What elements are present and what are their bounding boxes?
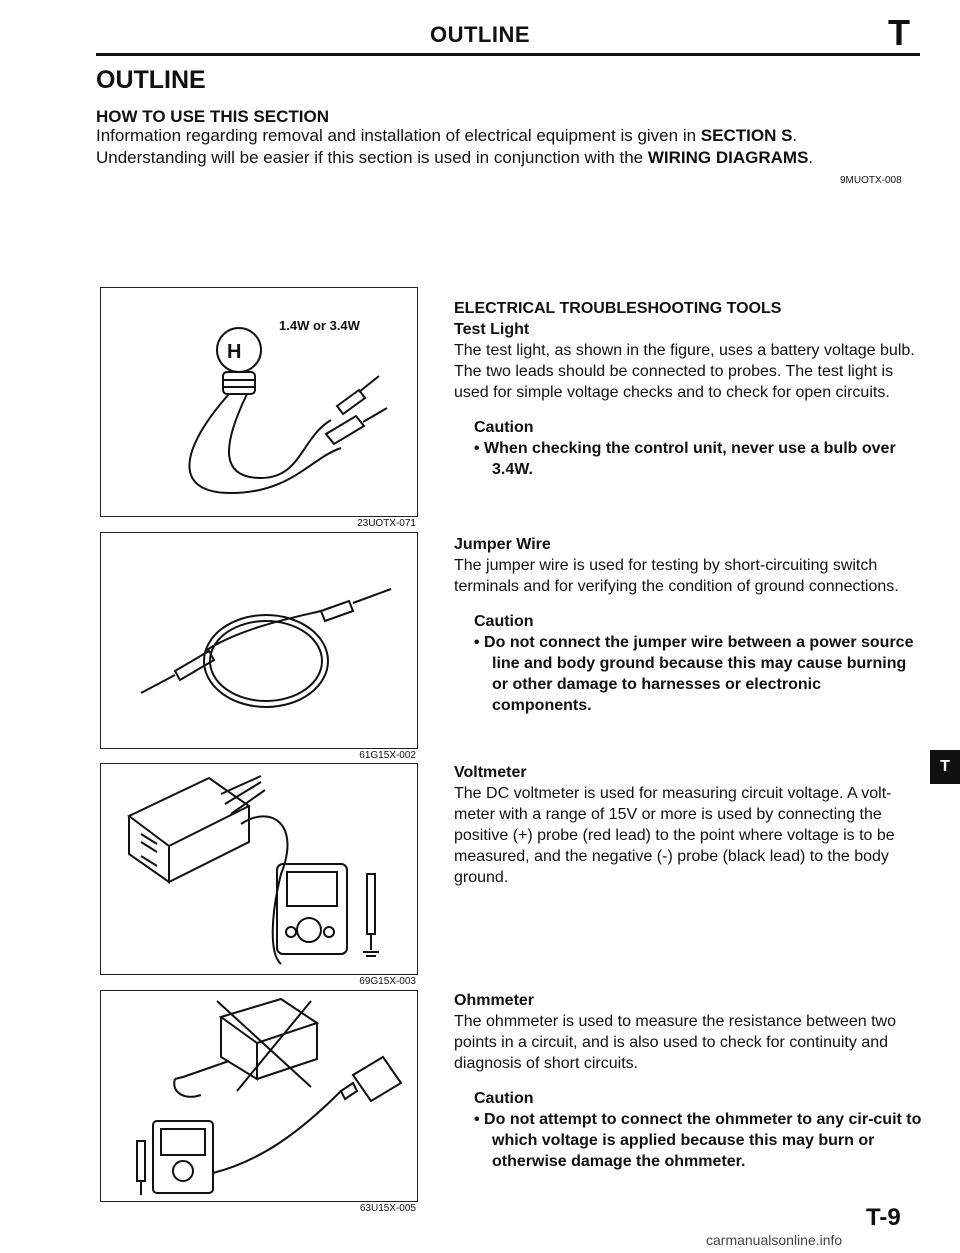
test-light-figure <box>100 287 418 517</box>
caution-text: Do not attempt to connect the ohmmeter to any cir-cuit to which voltage is applied because this may burn or otherwise damage the ohmmeter. <box>484 1111 922 1170</box>
caution-item: • When checking the control unit, never use a bulb over 3.4W. <box>474 440 896 478</box>
test-light-title: Test Light <box>454 321 530 338</box>
intro-line-1-text: Information regarding removal and installation of electrical equipment is given in <box>96 126 701 145</box>
caution-text: When checking the control unit, never use a bulb over 3.4W. <box>484 440 896 478</box>
header-rule <box>96 53 920 56</box>
how-to-title: HOW TO USE THIS SECTION <box>96 107 329 126</box>
voltmeter-body: The DC voltmeter is used for measuring circuit voltage. A volt-meter with a range of 15V or more is used by connecting the positive (+) probe (red lead) to the point where voltage is to be measured, and the negative (-) probe (black lead) to the body ground. <box>454 785 895 886</box>
ohmmeter-figure <box>100 990 418 1202</box>
wiring-diagrams-ref: WIRING DIAGRAMS <box>647 148 809 167</box>
test-light-section <box>454 298 924 480</box>
jumper-wire-icon <box>101 533 417 748</box>
caution-label: Caution <box>474 419 534 436</box>
caution-label: Caution <box>474 613 534 630</box>
figure-code-4: 63U15X-005 <box>359 1203 416 1214</box>
bulb-wattage-label: 1.4W or 3.4W <box>279 318 360 333</box>
figure-code-2: 61G15X-002 <box>359 750 416 761</box>
page-number: T-9 <box>866 1204 901 1231</box>
watermark: carmanualsonline.info <box>706 1232 843 1248</box>
intro-ref-code: 9MUOTX-008 <box>840 175 902 186</box>
jumper-wire-figure <box>100 532 418 749</box>
test-light-caution <box>474 417 924 480</box>
intro-line-2-text: Understanding will be easier if this section is used in conjunction with the <box>96 148 648 167</box>
intro-line-1-end: . <box>792 126 798 145</box>
section-tab-marker: T <box>930 750 960 784</box>
section-letter: T <box>888 12 910 53</box>
page-title: OUTLINE <box>96 66 206 94</box>
voltmeter-figure <box>100 763 418 975</box>
figure-code-3: 69G15X-003 <box>359 976 416 987</box>
section-s-ref: SECTION S <box>700 126 793 145</box>
caution-text: Do not connect the jumper wire between a power source line and body ground because this may cause burning or other damage to harnesses or electronic components. <box>484 634 914 714</box>
jumper-wire-title: Jumper Wire <box>454 536 551 553</box>
intro-line-2-end: . <box>808 148 814 167</box>
svg-text:H: H <box>227 341 242 363</box>
caution-item: • Do not attempt to connect the ohmmeter to any cir-cuit to which voltage is applied because this may burn or otherwise damage the ohmmeter. <box>474 1111 922 1170</box>
jumper-wire-section <box>454 534 924 716</box>
running-header-title: OUTLINE <box>429 22 531 47</box>
tools-heading: ELECTRICAL TROUBLESHOOTING TOOLS <box>454 300 782 317</box>
voltmeter-icon <box>101 764 417 974</box>
jumper-wire-body: The jumper wire is used for testing by short-circuiting switch terminals and for verifying the condition of ground connections. <box>454 557 899 595</box>
test-light-body: The test light, as shown in the figure, uses a battery voltage bulb. The two leads should be connected to probes. The test light is used for simple voltage checks and to check for open circuits. <box>454 342 915 401</box>
caution-label: Caution <box>474 1090 534 1107</box>
voltmeter-title: Voltmeter <box>454 764 527 781</box>
caution-item: • Do not connect the jumper wire between a power source line and body ground because this may cause burning or other damage to harnesses or electronic components. <box>474 634 914 714</box>
figure-code-1: 23UOTX-071 <box>357 518 416 529</box>
ohmmeter-title: Ohmmeter <box>454 992 535 1009</box>
how-to-intro <box>96 125 926 169</box>
voltmeter-section <box>454 762 924 888</box>
test-light-icon <box>101 288 417 516</box>
intro-line-1 <box>96 125 926 147</box>
ohmmeter-section <box>454 990 924 1172</box>
ohmmeter-icon <box>101 991 417 1201</box>
ohmmeter-body: The ohmmeter is used to measure the resistance between two points in a circuit, and is also used to check for continuity and diagnosis of short circuits. <box>454 1013 896 1072</box>
intro-line-2 <box>96 147 926 169</box>
jumper-wire-caution <box>474 611 924 716</box>
ohmmeter-caution <box>474 1088 924 1172</box>
